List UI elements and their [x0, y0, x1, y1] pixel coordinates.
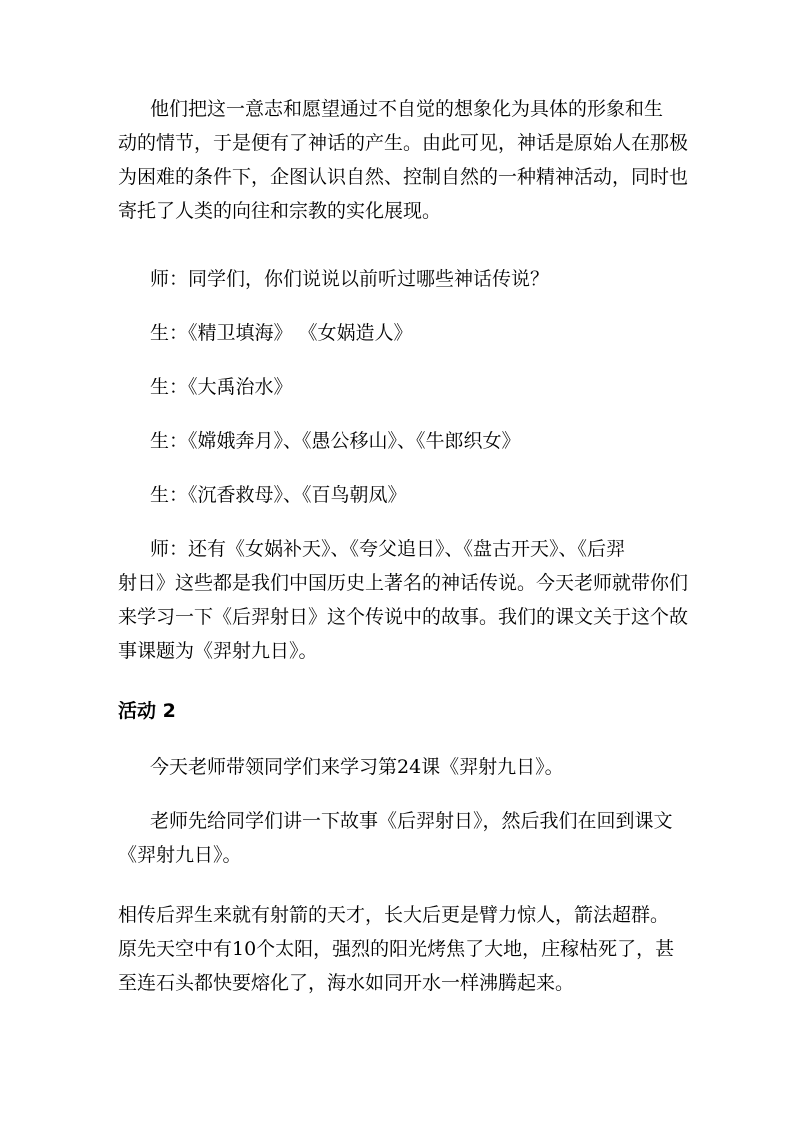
paragraph-teacher-summary — [118, 532, 689, 668]
text-line: 至连石头都快要熔化了，海水如同开水一样沸腾起来。 — [118, 972, 575, 994]
paragraph-lesson-intro: 今天老师带领同学们来学习第24课《羿射九日》。 — [150, 756, 564, 778]
dialogue-teacher-question: 师：同学们，你们说说以前听过哪些神话传说？ — [150, 268, 550, 290]
paragraph-story-intro — [118, 804, 678, 872]
text-line: 为困难的条件下，企图认识自然、控制自然的一种精神活动，同时也 — [118, 166, 689, 188]
text-line: 他们把这一意志和愿望通过不自觉的想象化为具体的形象和生 — [150, 98, 664, 120]
dialogue-student-answer: 生：《嫦娥奔月》、《愚公移山》、《牛郎织女》 — [150, 430, 521, 452]
dialogue-student-answer: 生：《精卫填海》 《女娲造人》 — [150, 322, 413, 344]
text-line: 来学习一下《后羿射日》这个传说中的故事。我们的课文关于这个故 — [118, 606, 689, 628]
text-line: 寄托了人类的向往和宗教的实化展现。 — [118, 200, 442, 222]
text-line: 动的情节，于是便有了神话的产生。由此可见，神话是原始人在那极 — [118, 132, 689, 154]
dialogue-student-answer: 生：《沉香救母》、《百鸟朝凤》 — [150, 484, 407, 506]
text-line: 原先天空中有10个太阳，强烈的阳光烤焦了大地，庄稼枯死了，甚 — [118, 938, 675, 960]
text-line: 相传后羿生来就有射箭的天才，长大后更是臂力惊人，箭法超群。 — [118, 904, 670, 926]
text-line: 师：还有《女娲补天》、《夸父追日》、《盘古开天》、《后羿 — [150, 538, 626, 560]
text-line: 《羿射九日》。 — [118, 844, 242, 866]
text-line: 事课题为《羿射九日》。 — [118, 640, 318, 662]
text-line: 射日》这些都是我们中国历史上著名的神话传说。今天老师就带你们 — [118, 572, 689, 594]
section-heading: 活动 2 — [118, 700, 176, 722]
dialogue-student-answer: 生：《大禹治水》 — [150, 376, 293, 398]
text-line: 老师先给同学们讲一下故事《后羿射日》，然后我们在回到课文 — [150, 810, 673, 832]
paragraph-myth-origin — [118, 92, 689, 228]
paragraph-story — [118, 898, 678, 1000]
